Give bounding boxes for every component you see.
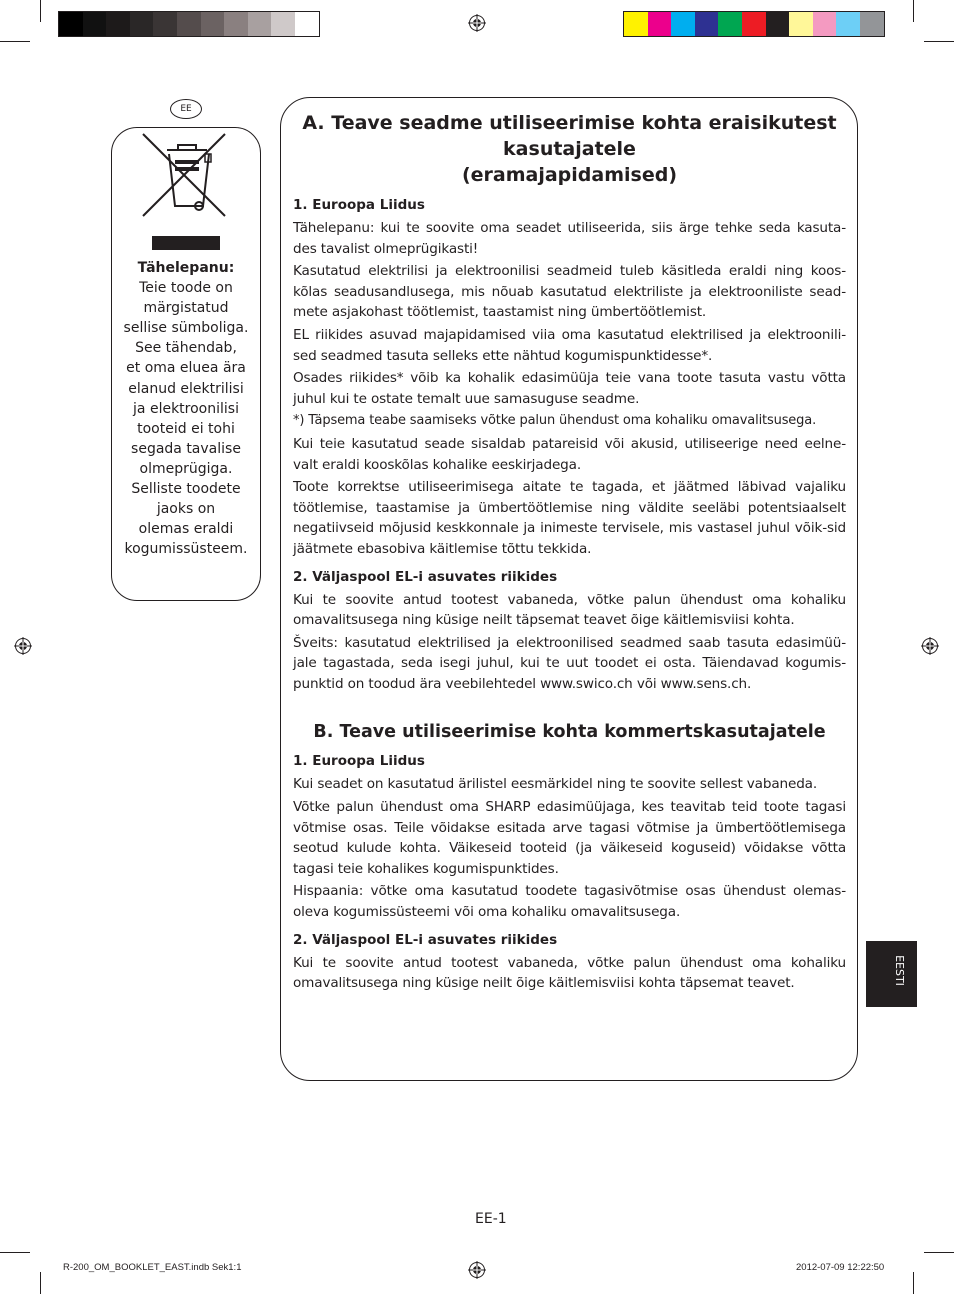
notice-line: Teie toode on bbox=[139, 280, 233, 297]
process-swatch bbox=[671, 12, 695, 36]
gray-swatch bbox=[153, 12, 177, 36]
section-a-title-line: A. Teave seadme utiliseerimise kohta eraisikutest bbox=[302, 112, 837, 134]
notice-line: olemas eraldi bbox=[138, 521, 234, 538]
disposal-info-content bbox=[293, 110, 846, 996]
process-swatch bbox=[789, 12, 813, 36]
section-b-non-eu-text bbox=[293, 953, 846, 994]
process-swatch bbox=[836, 12, 860, 36]
process-swatch bbox=[718, 12, 742, 36]
process-swatch bbox=[695, 12, 719, 36]
notice-line: sellise sümboliga. bbox=[123, 320, 249, 337]
section-a-eu-text bbox=[293, 218, 846, 560]
gray-swatch bbox=[106, 12, 130, 36]
gray-swatch bbox=[248, 12, 272, 36]
notice-line: Selliste toodete bbox=[131, 481, 241, 498]
process-swatch bbox=[648, 12, 672, 36]
paragraph: *) Täpsema teabe saamiseks võtke palun ühendust oma kohaliku omavalitsusega. bbox=[293, 413, 817, 429]
section-a-non-eu-text bbox=[293, 590, 846, 695]
gray-swatch bbox=[59, 12, 83, 36]
crop-mark bbox=[0, 41, 30, 42]
crossed-out-wheelie-bin-icon bbox=[139, 132, 235, 224]
crop-mark bbox=[924, 1252, 954, 1253]
gray-swatch bbox=[201, 12, 225, 36]
registration-mark-icon bbox=[468, 14, 486, 32]
paragraph: EL riikides asuvad majapidamised viia oma kasutatud elektrilised ja elektroonili-sed seadmed tasuta selleks ette nähtud kogumispunktidesse*. bbox=[293, 326, 846, 364]
notice-heading: Tähelepanu: bbox=[137, 260, 235, 276]
slug-file-info: R-200_OM_BOOKLET_EAST.indb Sek1:1 bbox=[63, 1262, 242, 1273]
section-b-subheading-eu: 1. Euroopa Liidus bbox=[293, 753, 425, 770]
gray-swatch bbox=[295, 12, 319, 36]
side-tab-label: EESTI bbox=[892, 955, 906, 986]
process-swatch bbox=[860, 12, 884, 36]
crop-mark bbox=[40, 1272, 41, 1294]
section-b-subheading-non-eu: 2. Väljaspool EL-i asuvates riikides bbox=[293, 931, 558, 948]
notice-line: See tähendab, bbox=[135, 340, 237, 357]
notice-line: et oma eluea ära bbox=[126, 360, 246, 377]
process-swatch bbox=[624, 12, 648, 36]
symbol-bar bbox=[152, 236, 220, 250]
section-a-title-line: (eramajapidamised) bbox=[461, 164, 678, 186]
section-b-eu-text bbox=[293, 774, 846, 922]
registration-mark-icon bbox=[921, 637, 939, 655]
paragraph: Võtke palun ühendust oma SHARP edasimüüjaga, kes teavitab teid toote tagasi võtmise osas. Teile võidakse esitada arve tagasi võtmise ja ümbertöötlemisega seotud kulude kohta. Väikeseid tooteid (ja väikeseid koguseid) võidakse võtta tagasi teie kohalikes kogumispunktides. bbox=[293, 799, 846, 877]
gray-swatch bbox=[130, 12, 154, 36]
paragraph: Osades riikides* võib ka kohalik edasimüüja teie vana toote tasuta vastu võtta juhul kui te ostate temalt uue samasuguse seadme. bbox=[293, 370, 846, 407]
section-b-title: B. Teave utiliseerimise kohta kommertskasutajatele bbox=[313, 722, 826, 743]
registration-mark-icon bbox=[14, 637, 32, 655]
process-color-bar bbox=[623, 11, 885, 37]
notice-line: märgistatud bbox=[143, 300, 229, 317]
slug-timestamp: 2012-07-09 12:22:50 bbox=[796, 1262, 885, 1273]
gray-swatch bbox=[271, 12, 295, 36]
process-swatch bbox=[813, 12, 837, 36]
paragraph: Tähelepanu: kui te soovite oma seadet utiliseerida, siis ärge tehke seda kasuta-des tavalist olmeprügikasti! bbox=[293, 220, 846, 257]
crop-mark bbox=[913, 1272, 914, 1294]
paragraph: Šveits: kasutatud elektrilised ja elektroonilised seadmed saab tasuta edasimüü-jale tagastada, seda isegi juhul, kui te uut toodet ei osta. Täiendavad kogumis-punktid on toodud ära veebilehtedel www.swico.ch või www.sens.ch. bbox=[293, 634, 846, 692]
gray-swatch bbox=[83, 12, 107, 36]
notice-line: elanud elektrilisi bbox=[128, 380, 244, 397]
notice-line: olmeprügiga. bbox=[139, 460, 233, 477]
language-side-tab bbox=[866, 941, 917, 1007]
gray-swatch bbox=[224, 12, 248, 36]
paragraph: Kui te soovite antud tootest vabaneda, võtke palun ühendust oma kohaliku omavalitsusega ning küsige neilt õige käitlemisviisi kohta täpsemat teavet. bbox=[293, 954, 846, 992]
grayscale-color-bar bbox=[58, 11, 320, 37]
registration-mark-icon bbox=[468, 1261, 486, 1279]
gray-swatch bbox=[177, 12, 201, 36]
paragraph: Kui te soovite antud tootest vabaneda, võtke palun ühendust oma kohaliku omavalitsusega ning küsige neilt täpsemat teavet õige käitlemisviisi kohta. bbox=[293, 591, 846, 629]
paragraph: Kasutatud elektrilisi ja elektroonilisi seadmeid tuleb käsitleda eraldi ning koos-kõlas seadusandlusega, mis nõuab kasutatud elektriliste ja elektrooniliste sead-mete asjakohast töötlemist, taastamist ning ümbertöötlemist. bbox=[293, 263, 846, 321]
notice-line: kogumissüsteem. bbox=[124, 541, 248, 558]
crop-mark bbox=[0, 1252, 30, 1253]
paragraph: Toote korrektse utiliseerimisega aitate te tagada, et jäätmed läbivad vajaliku töötlemise, taastamise ja ümbertöötlemise ning väldite seeläbi potentsiaalselt negatiivseid mõjusid keskkonnale ja inimeste tervisele, mis vastasel juhul võik-sid jäätmete ebasobiva käitlemise tõttu tekkida. bbox=[293, 479, 846, 557]
section-a-subheading-eu: 1. Euroopa Liidus bbox=[293, 197, 425, 213]
notice-line: ja elektroonilisi bbox=[133, 400, 239, 417]
section-a-subheading-non-eu: 2. Väljaspool EL-i asuvates riikides bbox=[293, 568, 558, 585]
crop-mark bbox=[924, 41, 954, 42]
crop-mark bbox=[40, 0, 41, 22]
page-number: EE-1 bbox=[475, 1211, 507, 1227]
language-code-badge: EE bbox=[170, 99, 202, 119]
notice-line: segada tavalise bbox=[131, 440, 241, 457]
process-swatch bbox=[766, 12, 790, 36]
crop-mark bbox=[913, 0, 914, 22]
section-a-title bbox=[293, 110, 846, 188]
paragraph: Kui teie kasutatud seade sisaldab patareisid või akusid, utiliseerige need eelne-valt eraldi kooskõlas kohalike eeskirjadega. bbox=[293, 435, 846, 473]
section-a-title-line: kasutajatele bbox=[503, 138, 636, 160]
notice-line: jaoks on bbox=[156, 501, 216, 518]
notice-line: tooteid ei tohi bbox=[137, 420, 235, 437]
notice-body bbox=[113, 278, 259, 559]
paragraph: Hispaania: võtke oma kasutatud toodete tagasivõtmise osas ühendust olemas-oleva kogumissüsteemi või oma kohaliku omavalitsusega. bbox=[293, 883, 846, 921]
weee-notice-text bbox=[113, 258, 259, 559]
process-swatch bbox=[742, 12, 766, 36]
paragraph: Kui seadet on kasutatud ärilistel eesmärkidel ning te soovite sellest vabaneda. bbox=[293, 776, 818, 793]
